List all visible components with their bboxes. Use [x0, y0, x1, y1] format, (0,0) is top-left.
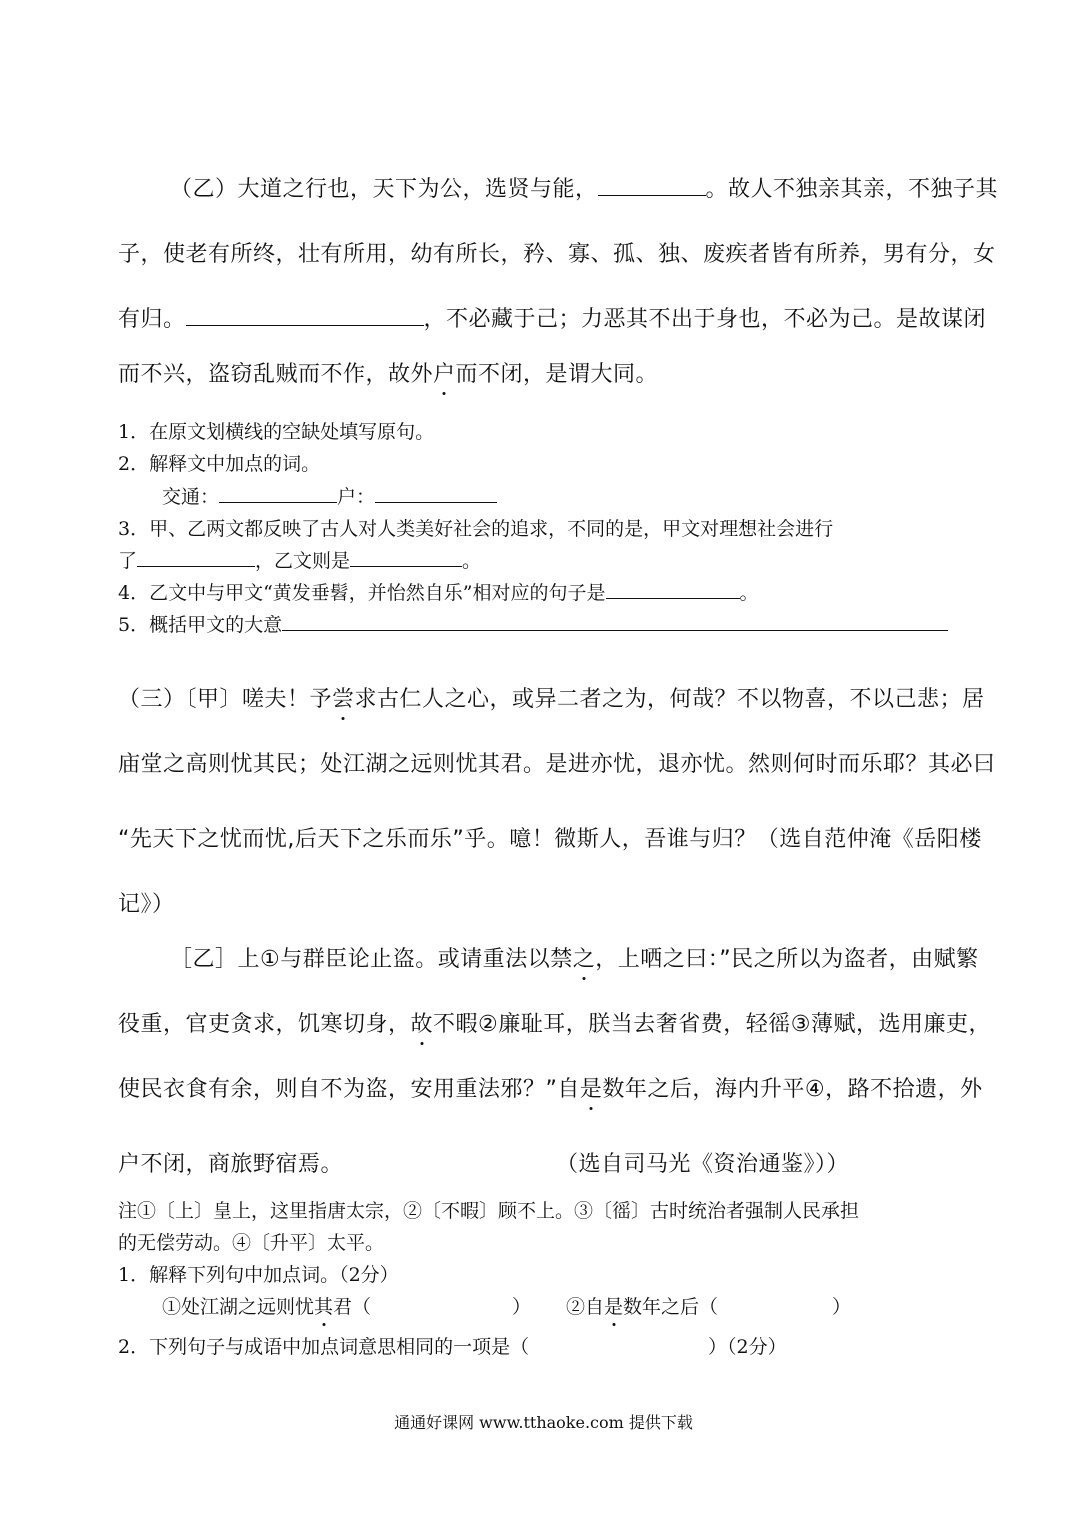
- question-1: 1．在原文划横线的空缺处填写原句。: [118, 421, 435, 443]
- question2-2-close: ）（2分）: [708, 1336, 787, 1358]
- answer-blank: [137, 548, 255, 567]
- passage-b-line-4: 而不兴，盗窃乱贼而不作，故外户而不闭，是谓大同。: [118, 362, 659, 387]
- section3-line-4: 记》）: [118, 892, 175, 917]
- dotted-word: 尝: [332, 687, 355, 712]
- question2-1b-close: ）: [832, 1296, 852, 1318]
- question2-2: 2．下列句子与成语中加点词意思相同的一项是（: [118, 1336, 530, 1358]
- passage-b-line-3: 有归。 ，不必藏于己；力恶其不出于身也，不必为己。是故谋闭: [118, 307, 987, 332]
- question2-1a-close: ）: [512, 1296, 532, 1318]
- notes-line-2: 的无偿劳动。④〔升平〕太平。: [118, 1232, 385, 1254]
- section3-line-1: （三）〔甲〕嗟夫！予尝求古仁人之心，或异二者之为，何哉？不以物喜，不以己悲；居: [118, 687, 985, 712]
- dotted-word: 户: [433, 362, 456, 387]
- question2-1: 1．解释下列句中加点词。（2分）: [118, 1264, 399, 1286]
- section3-line-5: ［乙］上①与群臣论止盗。或请重法以禁之，上哂之曰：”民之所以为盗者，由赋繁: [170, 947, 979, 972]
- question2-1b: ②自是数年之后（: [566, 1296, 719, 1318]
- question-3-cont: 了 ，乙文则是 。: [118, 550, 482, 572]
- notes-line-1: 注①〔上〕皇上，这里指唐太宗，②〔不暇〕顾不上。③〔徭〕古时统治者强制人民承担: [118, 1200, 860, 1222]
- answer-blank: [219, 484, 337, 503]
- section3-line-3: “先天下之忧而忧,后天下之乐而乐”乎。噫！微斯人，吾谁与归？（选自范仲淹《岳阳楼: [118, 827, 982, 852]
- answer-blank: [606, 580, 740, 599]
- page-footer: 通通好课网 www.tthaoke.com 提供下载: [394, 1413, 693, 1432]
- dotted-word: 是: [604, 1296, 624, 1318]
- section3-source: （选自司马光《资治通鉴》））: [556, 1152, 850, 1177]
- passage-b-line-2: 子，使老有所终，壮有所用，幼有所长，矜、寡、孤、独、废疾者皆有所养，男有分，女: [118, 242, 996, 267]
- section3-line-7: 使民衣食有余，则自不为盗，安用重法邪？”自是数年之后，海内升平④，路不拾遗，外: [118, 1077, 983, 1102]
- passage-b-line-1: （乙）大道之行也，天下为公，选贤与能， 。故人不独亲其亲，不独子其: [170, 177, 999, 202]
- dotted-word: 故: [410, 1012, 434, 1037]
- answer-blank: [375, 484, 497, 503]
- question2-1a: ①处江湖之远则忧其君（: [162, 1296, 372, 1318]
- question-4: 4．乙文中与甲文“黄发垂髫，并怡然自乐”相对应的句子是 。: [118, 582, 759, 604]
- fill-blank: [598, 177, 706, 196]
- question-3: 3．甲、乙两文都反映了古人对人类美好社会的追求，不同的是，甲文对理想社会进行: [118, 518, 834, 540]
- section3-line-6: 役重，官吏贪求，饥寒切身，故不暇②廉耻耳，朕当去奢省费，轻徭③薄赋，选用廉吏，: [118, 1012, 991, 1037]
- question-5: 5．概括甲文的大意: [118, 610, 948, 637]
- section3-line-8: 户不闭，商旅野宿焉。: [118, 1152, 344, 1177]
- dotted-word: 其: [314, 1296, 334, 1318]
- dotted-word: 之: [572, 947, 596, 972]
- section3-line-2: 庙堂之高则忧其民；处江湖之远则忧其君。是进亦忧，退亦忧。然则何时而乐耶？其必曰: [118, 752, 996, 777]
- question-2-answers: 交通： 户：: [162, 482, 497, 509]
- question-2: 2．解释文中加点的词。: [118, 453, 321, 475]
- fill-blank: [186, 307, 424, 326]
- answer-blank: [350, 548, 462, 567]
- answer-blank: [282, 612, 948, 631]
- dotted-word: 是: [579, 1077, 603, 1102]
